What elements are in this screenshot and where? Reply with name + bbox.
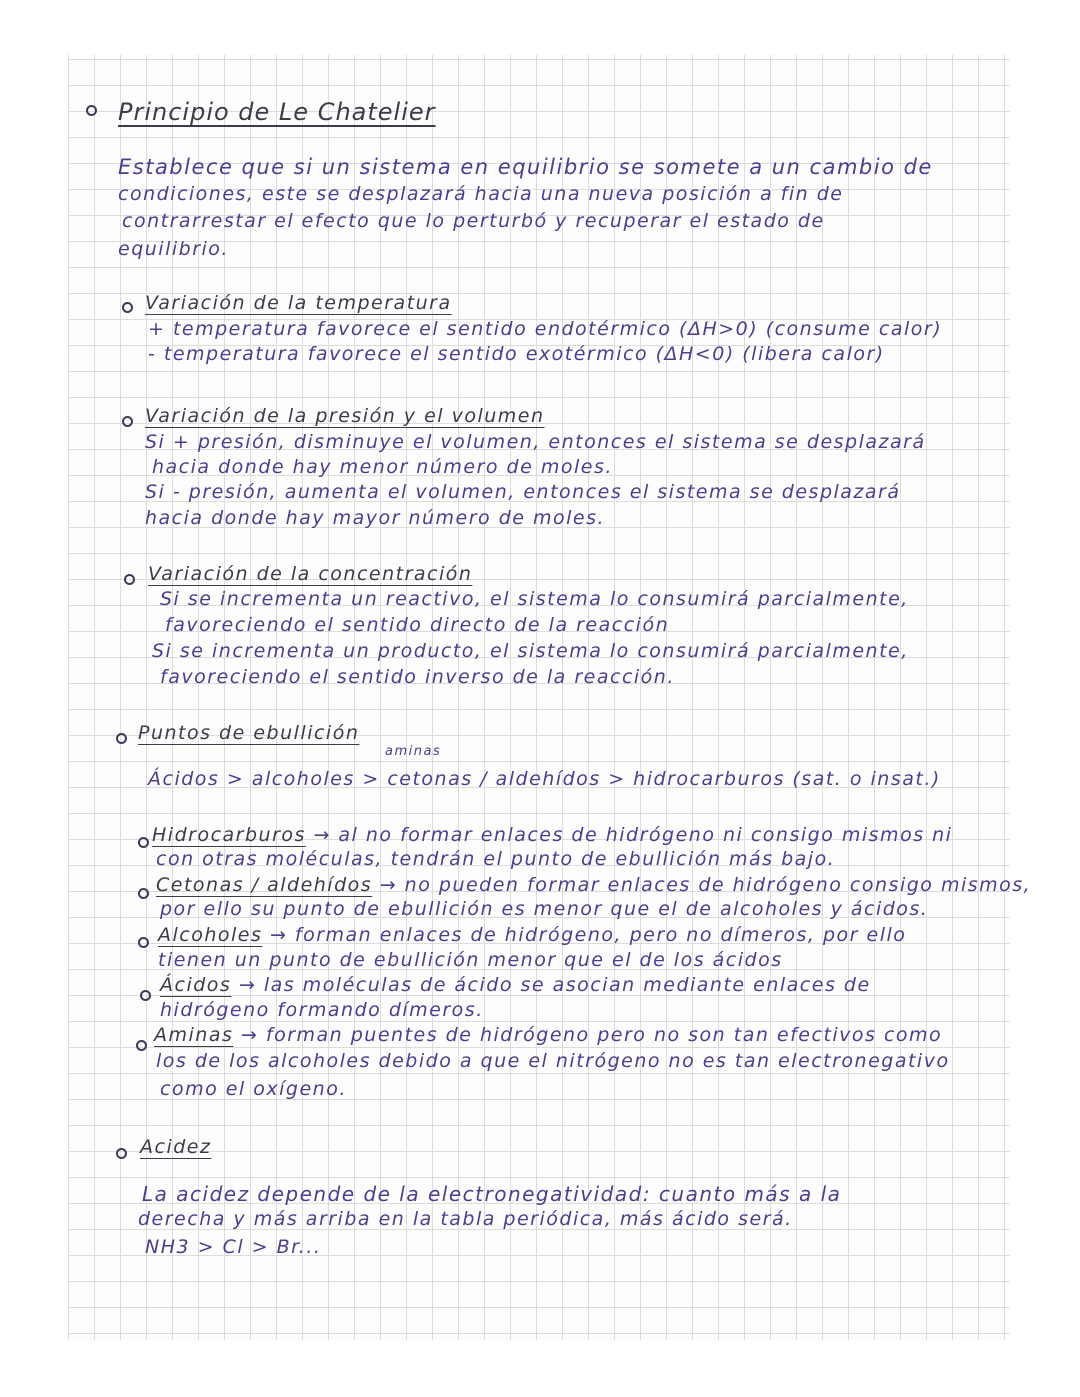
concentration-line: favoreciendo el sentido directo de la reacción [165, 614, 670, 636]
temperature-line: + temperatura favorece el sentido endotérmico (ΔH>0) (consume calor) [148, 318, 943, 340]
bullet-icon [136, 1040, 147, 1051]
item-line: tienen un punto de ebullición menor que el de los ácidos [158, 949, 783, 971]
acidity-line: derecha y más arriba en la tabla periódica, más ácido será. [138, 1208, 793, 1230]
bullet-icon [116, 1148, 127, 1159]
term: Aminas [154, 1024, 234, 1046]
bullet-icon [116, 733, 127, 744]
item-line: → no pueden formar enlaces de hidrógeno consigo mismos, [379, 874, 1032, 896]
intro-line: contrarrestar el efecto que lo perturbó y recuperar el estado de [122, 210, 825, 232]
item-line: con otras moléculas, tendrán el punto de ebullición más bajo. [156, 848, 836, 870]
pressure-line: Si + presión, disminuye el volumen, entonces el sistema se desplazará [145, 431, 926, 453]
term: Cetonas / aldehídos [156, 874, 373, 896]
section-heading-acidity: Acidez [140, 1136, 212, 1158]
intro-line: condiciones, este se desplazará hacia una nueva posición a fin de [118, 183, 844, 205]
pressure-line: Si - presión, aumenta el volumen, entonces el sistema se desplazará [145, 481, 901, 503]
item-line: los de los alcoholes debido a que el nitrógeno no es tan electronegativo [156, 1050, 950, 1072]
boiling-order: Ácidos > alcoholes > cetonas / aldehídos > hidrocarburos (sat. o insat.) [148, 768, 941, 790]
item-line: como el oxígeno. [160, 1078, 347, 1100]
term: Alcoholes [158, 924, 263, 946]
bullet-icon [86, 105, 97, 116]
item-line: hidrógeno formando dímeros. [160, 999, 484, 1021]
intro-line: equilibrio. [118, 238, 229, 260]
concentration-line: favoreciendo el sentido inverso de la reacción. [160, 666, 675, 688]
concentration-line: Si se incrementa un producto, el sistema lo consumirá parcialmente, [152, 640, 909, 662]
section-heading-concentration: Variación de la concentración [148, 563, 473, 585]
concentration-line: Si se incrementa un reactivo, el sistema lo consumirá parcialmente, [160, 588, 909, 610]
pressure-line: hacia donde hay menor número de moles. [152, 456, 613, 478]
bullet-icon [140, 990, 151, 1001]
bullet-icon [122, 302, 133, 313]
intro-line: Establece que si un sistema en equilibrio se somete a un cambio de [118, 155, 933, 179]
bullet-icon [122, 416, 133, 427]
bullet-icon [138, 888, 149, 899]
temperature-line: - temperatura favorece el sentido exotérmico (ΔH<0) (libera calor) [148, 343, 885, 365]
section-heading-boiling: Puntos de ebullición [138, 722, 360, 744]
item-line: → al no formar enlaces de hidrógeno ni consigo mismos ni [313, 824, 953, 846]
item-line: → forman enlaces de hidrógeno, pero no dímeros, por ello [269, 924, 907, 946]
bullet-icon [138, 837, 149, 848]
pressure-line: hacia donde hay mayor número de moles. [145, 507, 606, 529]
section-heading-temperature: Variación de la temperatura [145, 292, 452, 314]
acidity-line: La acidez depende de la electronegatividad: cuanto más a la [142, 1182, 842, 1206]
bullet-icon [138, 937, 149, 948]
section-heading-pressure: Variación de la presión y el volumen [145, 405, 545, 427]
bullet-icon [124, 574, 135, 585]
item-line: → forman puentes de hidrógeno pero no son tan efectivos como [240, 1024, 943, 1046]
page-title: Principio de Le Chatelier [118, 98, 436, 126]
annotation-aminas: aminas [385, 744, 442, 759]
acidity-line: NH3 > Cl > Br... [145, 1236, 322, 1258]
term: Ácidos [160, 974, 232, 996]
item-line: por ello su punto de ebullición es menor que el de alcoholes y ácidos. [160, 898, 929, 920]
item-line: → las moléculas de ácido se asocian mediante enlaces de [238, 974, 871, 996]
term: Hidrocarburos [152, 824, 306, 846]
